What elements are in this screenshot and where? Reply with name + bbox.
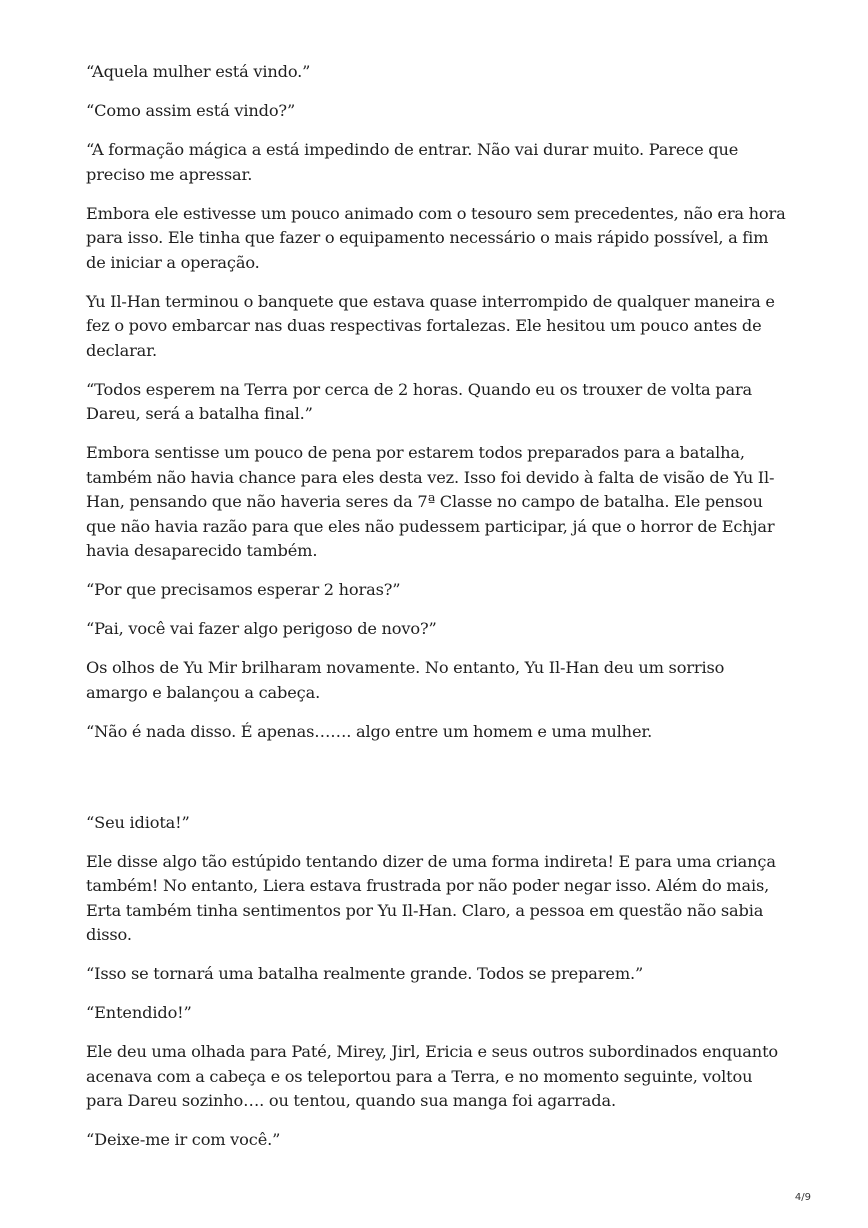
paragraph-7: Embora sentisse um pouco de pena por estarem todos preparados para a batalha, também não havia chance para eles desta vez. Isso foi devido à falta de visão de Yu Il-Han, pensando que não haveria seres da 7ª Classe no campo de batalha. Ele pensou que não havia razão para que eles não pudessem participar, já que o horror de Echjar havia desaparecido também. [86,443,775,560]
paragraph-1: “Aquela mulher está vindo.” [86,62,311,81]
paragraph-17: “Deixe-me ir com você.” [86,1130,281,1149]
paragraph-12: “Seu idiota!” [86,812,190,832]
document-body [86,60,786,1167]
paragraph-14: “Isso se tornará uma batalha realmente grande. Todos se preparem.” [86,964,644,983]
paragraph-4: Embora ele estivesse um pouco animado com o tesouro sem precedentes, não era hora para isso. Ele tinha que fazer o equipamento necessário o mais rápido possível, a fim de iniciar a operação. [86,203,786,272]
paragraph-16: Ele deu uma olhada para Paté, Mirey, Jirl, Ericia e seus outros subordinados enquanto acenava com a cabeça e os teleportou para a Terra, e no momento seguinte, voltou para Dareu sozinho…. ou tentou, quando sua manga foi agarrada. [86,1042,779,1110]
paragraph-5: Yu Il-Han terminou o banquete que estava quase interrompido de qualquer maneira e fez o povo embarcar nas duas respectivas fortalezas. Ele hesitou um pouco antes de declarar. [86,291,775,360]
paragraph-2: “Como assim está vindo?” [86,101,296,120]
page-number: 4/9 [794,1192,811,1203]
paragraph-8: “Por que precisamos esperar 2 horas?” [86,580,401,599]
section-break [86,759,786,811]
paragraph-11: “Não é nada disso. É apenas……. algo entre um homem e uma mulher. [86,721,653,741]
paragraph-13: Ele disse algo tão estúpido tentando dizer de uma forma indireta! E para uma criança também! No entanto, Liera estava frustrada por não poder negar isso. Além do mais, Erta também tinha sentimentos por Yu Il-Han. Claro, a pessoa em questão não sabia disso. [86,851,776,944]
paragraph-9: “Pai, você vai fazer algo perigoso de novo?” [86,619,437,638]
paragraph-6: “Todos esperem na Terra por cerca de 2 horas. Quando eu os trouxer de volta para Dareu, será a batalha final.” [86,379,753,423]
paragraph-15: “Entendido!” [86,1003,192,1022]
paragraph-10: Os olhos de Yu Mir brilharam novamente. No entanto, Yu Il-Han deu um sorriso amargo e balançou a cabeça. [86,658,725,702]
paragraph-3: “A formação mágica a está impedindo de entrar. Não vai durar muito. Parece que preciso me apressar. [86,140,739,184]
